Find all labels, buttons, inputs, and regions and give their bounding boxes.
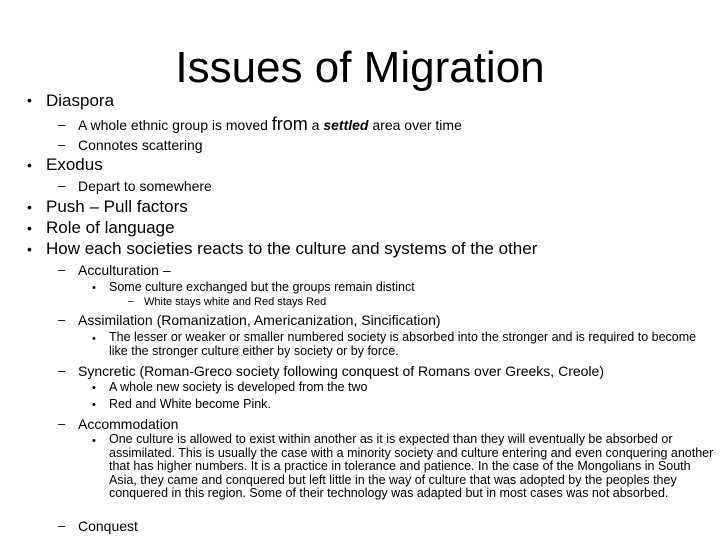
bullet-marker: •	[27, 199, 32, 215]
assimilation-detail: The lesser or weaker or smaller numbered society is absorbed into the stronger and is required to become like the stronger culture either by society or by force.	[109, 330, 697, 358]
sub-exodus-depart: Depart to somewhere	[78, 178, 212, 194]
acculturation-detail: Some culture exchanged but the groups remain distinct	[109, 280, 415, 294]
text-run-emphasis: settled	[323, 117, 369, 133]
bullet-marker-small: •	[92, 282, 96, 294]
bullet-marker-small: •	[92, 382, 96, 394]
text-run: A whole ethnic group is moved	[78, 117, 272, 133]
bullet-marker: •	[27, 220, 32, 236]
dash-marker: –	[58, 117, 66, 132]
sub-acculturation: Acculturation –	[78, 262, 171, 278]
sub-diaspora-connotes: Connotes scattering	[78, 137, 203, 153]
dash-marker: –	[58, 178, 66, 193]
dash-marker: –	[58, 262, 66, 277]
sub-diaspora-definition	[78, 114, 462, 135]
syncretic-example: Red and White become Pink.	[109, 397, 271, 411]
slide-title	[0, 42, 720, 94]
syncretic-detail: A whole new society is developed from the two	[109, 380, 368, 394]
dash-marker: –	[58, 137, 66, 152]
sub-conquest: Conquest	[78, 518, 138, 534]
slide-title-text: Issues of Migration	[175, 43, 545, 92]
accommodation-detail: One culture is allowed to exist within another as it is expected than they will eventually be absorbed or assimilated. This is usually the case with a minority society and culture entering and even conquering another that has higher numbers. It is a practice in tolerance and patience. In the case of the Mongolians in South Asia, they came and conquered but left little in the way of culture that was adopted by the peoples they conquered in this region. Some of their technology was adapted but in most cases was not absorbed.	[109, 432, 714, 500]
sub-assimilation: Assimilation (Romanization, Americanization, Sincification)	[78, 312, 441, 328]
text-run: a	[307, 117, 324, 133]
bullet-marker: •	[27, 92, 32, 108]
bullet-language: Role of language	[46, 218, 175, 237]
dash-marker-small: –	[128, 296, 134, 307]
dash-marker: –	[58, 416, 66, 431]
bullet-marker: •	[27, 241, 32, 257]
dash-marker: –	[58, 312, 66, 327]
bullet-marker: •	[27, 157, 32, 173]
bullet-reacts: How each societies reacts to the culture and systems of the other	[46, 239, 538, 258]
bullet-exodus: Exodus	[46, 155, 103, 174]
acculturation-example: White stays white and Red stays Red	[144, 296, 327, 308]
bullet-diaspora: Diaspora	[46, 91, 115, 110]
sub-syncretic: Syncretic (Roman-Greco society following conquest of Romans over Greeks, Creole)	[78, 363, 604, 379]
text-run-large: from	[271, 114, 308, 134]
bullet-marker-small: •	[92, 399, 96, 411]
bullet-push-pull: Push – Pull factors	[46, 197, 188, 216]
dash-marker: –	[58, 363, 66, 378]
bullet-marker-small: •	[92, 435, 96, 447]
text-run: area over time	[368, 117, 462, 133]
sub-accommodation: Accommodation	[78, 416, 179, 432]
dash-marker: –	[58, 518, 66, 533]
bullet-marker-small: •	[92, 333, 96, 345]
